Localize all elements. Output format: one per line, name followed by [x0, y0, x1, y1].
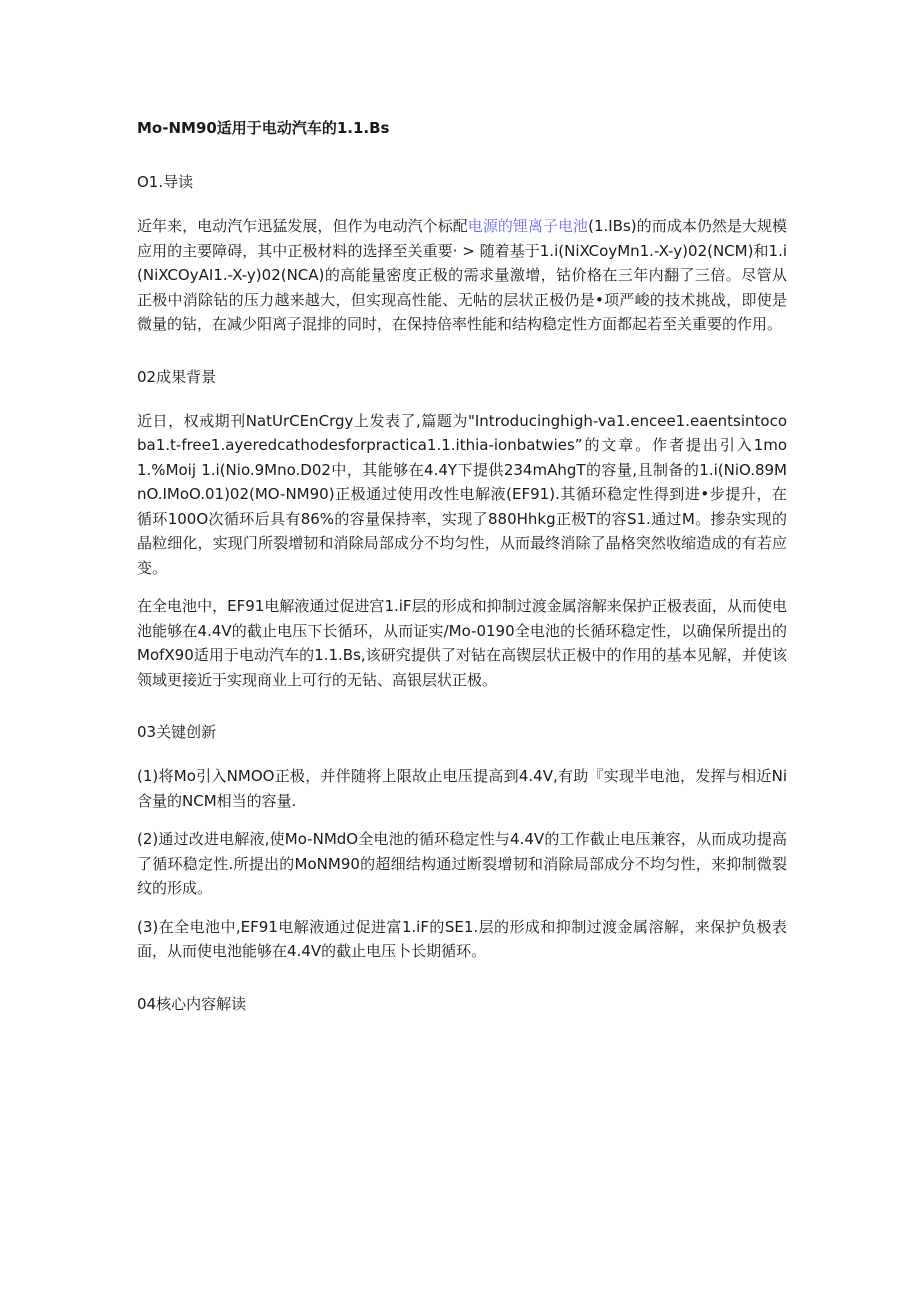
- document-body: [137, 112, 787, 1014]
- background-paragraph-1: 近日，权戒期刊NatUrCEnCrgy上发表了,篇题为"Introducinghigh-va1.encee1.eaentsintocoba1.t-free1.ayeredcathodesforpractica1.1.ithia-ionbatwies”的文章。作者提出引入1mo1.%Moij 1.i(Nio.9Mno.D02中，其能够在4.4Y下提供234mAhgT的容量,且制备的1.i(NiO.89MnO.IMoO.01)02(MO-NM90)正极通过使用改性电解液(EF91).其循环稳定性得到进•步提升，在循环100O次循环后具有86%的容量保持率，实现了880Hhkg正极T的容S1.通过M。掺杂实现的晶粒细化，实现门所裂增韧和消除局部成分不均匀性，从而最终消除了晶格突然收缩造成的有若应变。: [137, 411, 787, 577]
- intro-text-before: 近年来，电动汽乍迅猛发展，但作为电动汽个标配: [137, 217, 468, 235]
- section-heading-background: 02成果背景: [137, 367, 217, 386]
- innovation-item-3: (3)在全电池中,EF91电解液通过促进富1.iF的SE1.层的形成和抑制过渡金属溶解，来保护负极表面，从而使电池能够在4.4V的截止电压卜长期循环。: [137, 917, 787, 960]
- document-title: Mo-NM90适用于电动汽车的1.1.Bs: [137, 119, 390, 137]
- intro-paragraph: [137, 214, 787, 337]
- section-heading-innovation: 03关键创新: [137, 723, 217, 741]
- battery-link[interactable]: 电源的锂离子电池: [467, 217, 589, 235]
- background-paragraph-2: 在全电池中，EF91电解液通过促进宫1.iF层的形成和抑制过渡金属溶解来保护正极表面，从而使电池能够在4.4V的截止电压下长循环，从而证实/Mo-0190全电池的长循环稳定性，以确保所提出的MofX90适用于电动汽车的1.1.Bs,该研究提供了对钻在高锲层状正极中的作用的基本见解，并使该领域更接近于实现商业上可行的无钻、高银层状正极。: [137, 597, 787, 689]
- intro-text-after: (1.IBs)的而成本仍然是大规模应用的主要障碍，其中正极材料的选择至关重要· > 随着基于1.i(NiXCoyMn1.-X-y)02(NCM)和1.i(NiXCOyAI1.-X-y)02(NCA)的高能量密度正极的需求量激增，钴价格在三年内翻了三倍。尽管从正极中消除钻的压力越来越大，但实现高性能、无帖的层状正极仍是•项严峻的技术挑战，即使是微量的钻，在减少阳离子混排的同时，在保持倍率性能和结构稳定性方面都起若至关重要的作用。: [137, 217, 787, 333]
- innovation-item-1: (1)将Mo引入NMOO正极，并伴随将上限故止电压提高到4.4V,有助『实现半电池，发挥与相近Ni含量的NCM相当的容量.: [137, 767, 787, 810]
- section-heading-intro: O1.导读: [137, 173, 194, 191]
- section-heading-core-content: 04核心内容解读: [137, 994, 247, 1013]
- innovation-item-2: (2)通过改进电解液,使Mo-NMdO全电池的循环稳定性与4.4V的工作截止电压兼容，从而成功提高了循环稳定性.所提出的MoNM90的超细结构通过断裂增韧和消除局部成分不均匀性，来抑制微裂纹的形成。: [137, 830, 787, 897]
